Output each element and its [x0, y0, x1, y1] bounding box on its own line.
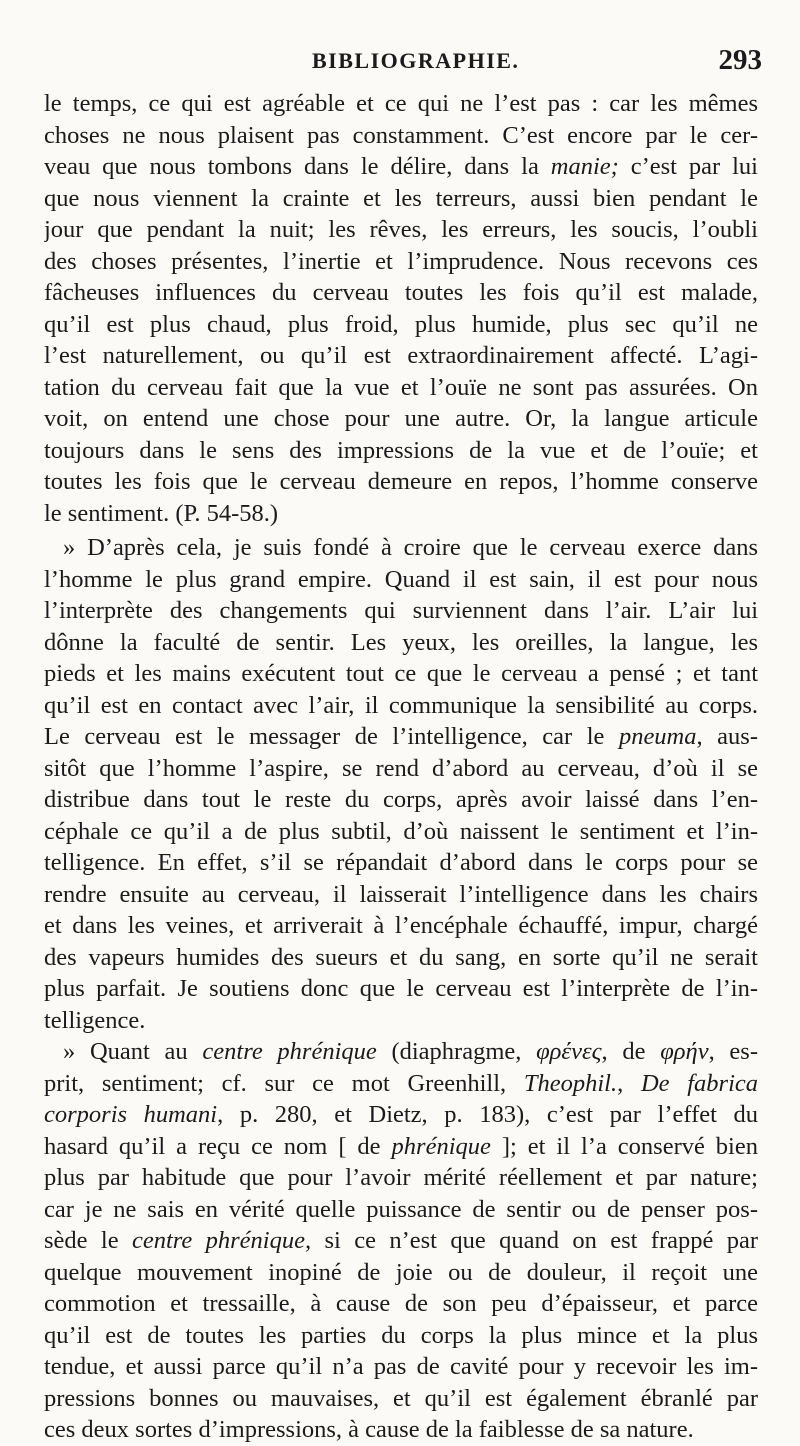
italic-text: pneuma — [618, 723, 697, 750]
text-line — [44, 183, 758, 215]
text-line — [44, 466, 758, 498]
text-run: fâcheuses influences du cerveau toutes les fois qu’il est malade, — [44, 279, 758, 306]
text-line — [44, 1225, 758, 1257]
text-run: rendre ensuite au cerveau, il laisserait l’intelligence dans les chairs — [44, 880, 758, 908]
text-run: des choses présentes, l’inertie et l’imprudence. Nous recevons ces — [44, 247, 758, 275]
text-run: car je ne sais en vérité quelle puissance de sentir ou de penser pos- — [44, 1195, 758, 1223]
text-run: qu’il est plus chaud, plus froid, plus humide, plus sec qu’il ne — [44, 310, 758, 338]
text-run: voit, on entend une chose pour une autre. Or, la langue articule — [44, 405, 758, 432]
text-run: distribue dans tout le reste du corps, après avoir laissé dans l’en- — [44, 786, 758, 813]
text-line — [44, 277, 758, 309]
text-line — [44, 1351, 758, 1383]
text-run: pressions bonnes ou mauvaises, et qu’il est également ébranlé par — [44, 1384, 758, 1412]
text-run: pieds et les mains exécutent tout ce que le cerveau a pensé ; et tant — [44, 660, 758, 687]
text-line — [44, 564, 758, 596]
text-run: toujours dans le sens des impressions de la vue et de l’ouïe; et — [44, 436, 758, 464]
text-run: toutes les fois que le cerveau demeure en repos, l’homme conserve — [44, 468, 758, 495]
italic-text: De fabrica — [640, 1069, 758, 1097]
text-run: sitôt que l’homme l’aspire, se rend d’abord au cerveau, d’où il se — [44, 754, 758, 782]
text-line — [44, 1162, 758, 1194]
text-line — [44, 753, 758, 785]
text-run: que nous viennent la crainte et les terreurs, aussi bien pendant le — [44, 184, 758, 212]
text-run: qu’il est en contact avec l’air, il communique la sensibilité au corps. — [44, 691, 758, 719]
text-run: » D’après cela, je suis fondé à croire que le cerveau exerce dans — [63, 534, 758, 561]
text-run: , aus- — [696, 723, 758, 750]
text-line — [44, 309, 758, 341]
text-run: telligence. En effet, s’il se répandait d’abord dans le corps pour se — [44, 849, 758, 876]
text-run: , es- — [708, 1038, 758, 1065]
text-run: Le cerveau est le messager de l’intelligence, car le — [44, 723, 619, 750]
text-line — [44, 151, 758, 183]
text-line — [44, 721, 758, 753]
text-run: telligence. — [44, 1006, 146, 1034]
body-text — [44, 88, 758, 1446]
text-line — [44, 690, 758, 722]
text-run: (diaphragme, — [376, 1038, 537, 1065]
text-line — [44, 942, 758, 974]
text-run: l’est naturellement, ou qu’il est extraordinairement affecté. L’agi- — [44, 342, 758, 369]
text-line — [44, 403, 758, 435]
text-line — [44, 120, 758, 152]
text-run: jour que pendant la nuit; les rêves, les erreurs, les soucis, l’oubli — [44, 216, 758, 243]
italic-text: centre phrénique, — [131, 1227, 312, 1254]
italic-text: φρήν — [660, 1038, 709, 1065]
italic-text: φρένες — [536, 1038, 602, 1065]
text-run: hasard qu’il a reçu ce nom [ de — [44, 1132, 392, 1160]
text-line — [44, 1036, 758, 1068]
text-run: , — [617, 1069, 641, 1097]
text-run: le temps, ce qui est agréable et ce qui ne l’est pas : car les mêmes — [44, 90, 758, 117]
text-line — [44, 1099, 758, 1131]
text-line — [44, 532, 758, 564]
text-run: choses ne nous plaisent pas constamment. C’est encore par le cer- — [44, 121, 758, 149]
italic-text: phrénique — [391, 1132, 491, 1160]
text-line — [44, 435, 758, 467]
text-run: commotion et tressaille, à cause de son peu d’épaisseur, et parce — [44, 1290, 758, 1317]
italic-text: Theophil. — [523, 1069, 618, 1097]
text-line — [44, 340, 758, 372]
text-line — [44, 1257, 758, 1289]
text-line — [44, 879, 758, 911]
text-run: , de — [601, 1038, 661, 1065]
text-line — [44, 816, 758, 848]
text-line — [44, 1068, 758, 1100]
italic-text: corporis humani — [44, 1101, 218, 1128]
text-line — [44, 1383, 758, 1415]
text-run: le sentiment. (P. 54-58.) — [44, 499, 279, 527]
page-number: 293 — [718, 44, 762, 76]
text-line — [44, 214, 758, 246]
text-run: tation du cerveau fait que la vue et l’ouïe ne sont pas assurées. On — [44, 373, 758, 401]
text-run: céphale ce qu’il a de plus subtil, d’où naissent le sentiment et l’in- — [44, 817, 758, 845]
text-run: des vapeurs humides des sueurs et du sang, en sorte qu’il ne serait — [44, 943, 758, 971]
text-line — [44, 498, 758, 530]
text-run: quelque mouvement inopiné de joie ou de douleur, il reçoit une — [44, 1258, 758, 1286]
text-run: dônne la faculté de sentir. Les yeux, les oreilles, la langue, les — [44, 628, 758, 656]
text-line — [44, 1005, 758, 1037]
text-run: » Quant au — [63, 1038, 203, 1065]
text-run: tendue, et aussi parce qu’il n’a pas de cavité pour y recevoir les im- — [44, 1353, 758, 1380]
text-line — [44, 1414, 758, 1446]
italic-text: manie; — [550, 153, 619, 180]
text-run: et dans les veines, et arriverait à l’encéphale échauffé, impur, chargé — [44, 912, 758, 939]
text-line — [44, 246, 758, 278]
text-run: prit, sentiment; cf. sur ce mot Greenhill, — [44, 1069, 524, 1097]
text-run: veau que nous tombons dans le délire, dans la — [44, 153, 551, 180]
text-run: plus parfait. Je soutiens donc que le cerveau est l’interprète de l’in- — [44, 975, 758, 1002]
text-line — [44, 1288, 758, 1320]
text-run: qu’il est de toutes les parties du corps la plus mince et la plus — [44, 1321, 758, 1349]
text-run: si ce n’est que quand on est frappé par — [311, 1227, 758, 1254]
text-line — [44, 784, 758, 816]
text-run: l’interprète des changements qui surviennent dans l’air. L’air lui — [44, 597, 758, 624]
text-line — [44, 1131, 758, 1163]
text-run: l’homme le plus grand empire. Quand il est sain, il est pour nous — [44, 565, 758, 593]
text-run: sède le — [44, 1227, 132, 1254]
text-line — [44, 847, 758, 879]
text-line — [44, 910, 758, 942]
text-line — [44, 973, 758, 1005]
text-line — [44, 658, 758, 690]
text-run: c’est par lui — [618, 153, 758, 180]
text-line — [44, 595, 758, 627]
text-run: ces deux sortes d’impressions, à cause de la faiblesse de sa nature. — [44, 1416, 694, 1443]
text-run: , p. 280, et Dietz, p. 183), c’est par l’effet du — [217, 1101, 758, 1128]
text-run: plus par habitude que pour l’avoir mérité réellement et par nature; — [44, 1164, 758, 1191]
text-line — [44, 372, 758, 404]
text-line — [44, 1320, 758, 1352]
text-line — [44, 1194, 758, 1226]
italic-text: centre phrénique — [202, 1038, 377, 1065]
text-run: ]; et il l’a conservé bien — [490, 1132, 758, 1160]
page-header — [44, 40, 762, 80]
text-line — [44, 627, 758, 659]
running-title: BIBLIOGRAPHIE. — [312, 48, 520, 73]
text-line — [44, 88, 758, 120]
